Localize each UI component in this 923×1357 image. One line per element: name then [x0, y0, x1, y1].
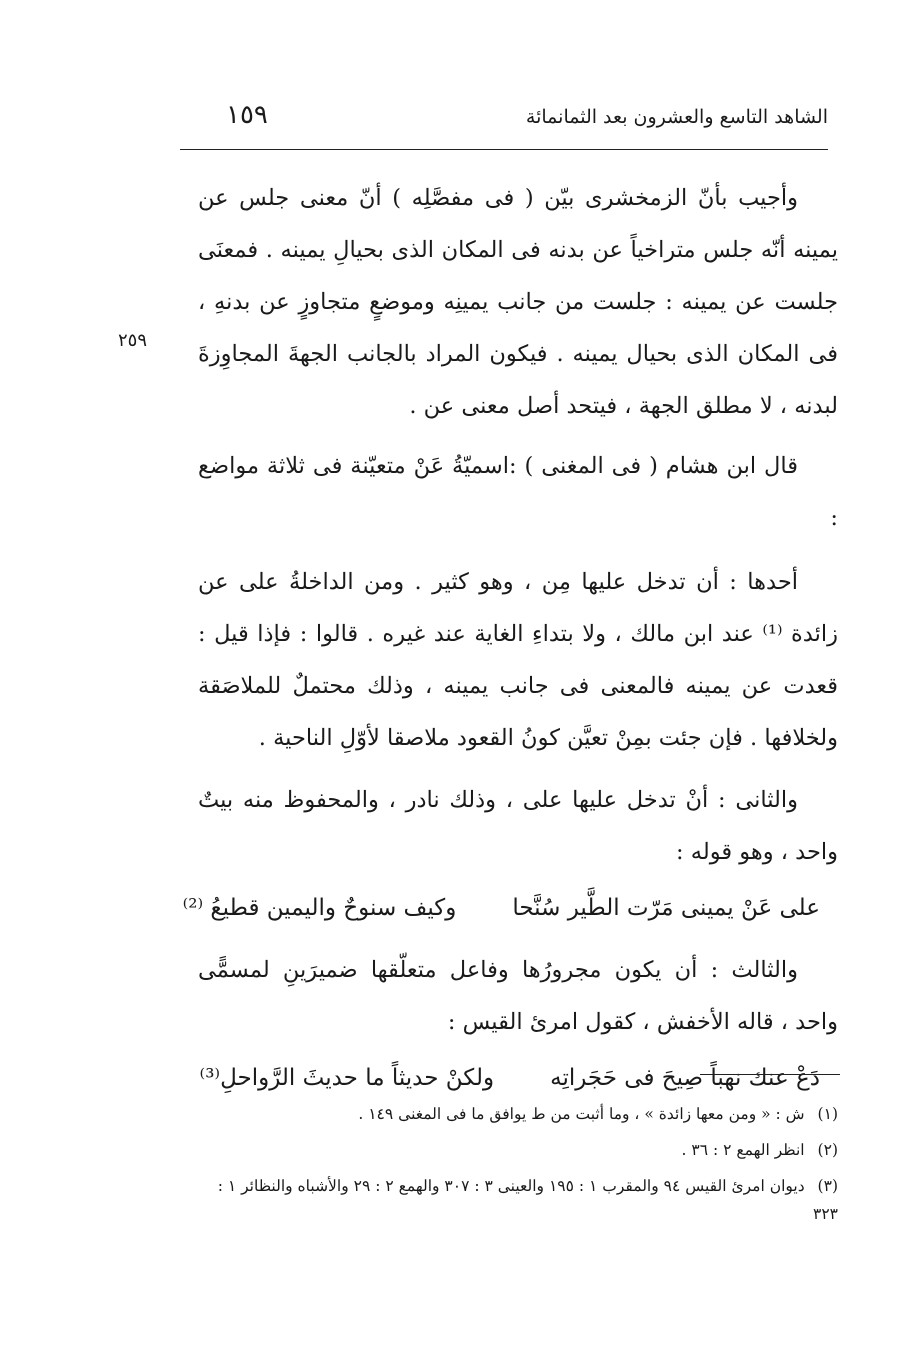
paragraph-second-case: والثانى : أنْ تدخل عليها على ، وذلك نادر ، والمحفوظ منه بيتٌ واحد ، وهو قوله : [198, 787, 838, 865]
margin-page-reference: ٢٥٩ [118, 330, 148, 351]
footnote-1-text: ش : « ومن معها زائدة » ، وما أثبت من ط يوافق ما فى المغنى ١٤٩ . [358, 1105, 805, 1123]
verse-2-first-hemistich: دَعْ عنك نهباً صِيحَ فى حَجَراتِه [550, 1065, 820, 1091]
footnote-2 [198, 1136, 838, 1164]
footnote-3 [198, 1172, 838, 1228]
footnote-3-marker: (٣) [817, 1177, 838, 1195]
footnote-2-marker: (٢) [817, 1141, 838, 1159]
paragraph-first-case: أحدها : أن تدخل عليها مِن ، وهو كثير . ومن الداخلةُ على عن زائدة ⁽¹⁾ عند ابن مالك ، ولا بتداءِ الغاية عند غيره . قالوا : فإذا قيل : قعدت عن يمينه فالمعنى فى جانب يمينه ، وذلك محتملٌ للملاصَقة ولخلافها . فإن جئت بمِنْ تعيَّن كونُ القعود ملاصقا لأوّلِ الناحية . [198, 569, 838, 751]
paragraph-zamakhshari: وأجيب بأنّ الزمخشرى بيّن ( فى مفصَّلِه ) أنّ معنى جلس عن يمينه أنّه جلس متراخياً عن بدنه فى المكان الذى بحيالِ يمينه . فمعنَى جلست عن يمينه : جلست من جانب يمينِه وموضعٍ متجاوزٍ عن بدنهِ ، فى المكان الذى بحيال يمينه . فيكون المراد بالجانب الجهةَ المجاوِزةَ لبدنه ، لا مطلق الجهة ، فيتحد أصل معنى عن . [198, 185, 838, 419]
paragraph-third-case: والثالث : أن يكون مجرورُها وفاعل متعلّقها ضميرَينِ لمسمًّى واحد ، قاله الأخفش ، كقول امرئ القيس : [198, 957, 838, 1035]
footnote-separator [700, 1074, 840, 1075]
running-title: الشاهد التاسع والعشرون بعد الثمانمائة [525, 106, 828, 128]
main-text [182, 172, 838, 1114]
verse-1-second-hemistich: وكيف سنوحٌ واليمين قطيعُ ⁽²⁾ [182, 895, 457, 921]
footnote-1 [198, 1100, 838, 1128]
page-number: ١٥٩ [226, 100, 268, 130]
footnotes [198, 1100, 838, 1228]
footnote-2-text: انظر الهمع ٢ : ٣٦ . [681, 1141, 805, 1159]
paragraph-ibn-hisham: قال ابن هشام ( فى المغنى ) :اسميّةُ عَنْ متعيّنة فى ثلاثة مواضع : [198, 453, 838, 531]
verse-2-second-hemistich: ولكنْ حديثاً ما حديثَ الرَّواحلِ⁽³⁾ [199, 1065, 495, 1091]
footnote-3-text: ديوان امرئ القيس ٩٤ والمقرب ١ : ١٩٥ والعينى ٣ : ٣٠٧ والهمع ٢ : ٢٩ والأشباه والنظائر ١ : ٣٢٣ [217, 1177, 838, 1223]
verse-line-2 [198, 1052, 838, 1104]
footnote-1-marker: (١) [817, 1105, 838, 1123]
page-header [180, 100, 828, 142]
verse-1-first-hemistich: على عَنْ يمينى مَرّت الطَّير سُنَّحا [512, 895, 820, 921]
verse-line-1 [182, 882, 838, 934]
header-rule [180, 149, 828, 150]
